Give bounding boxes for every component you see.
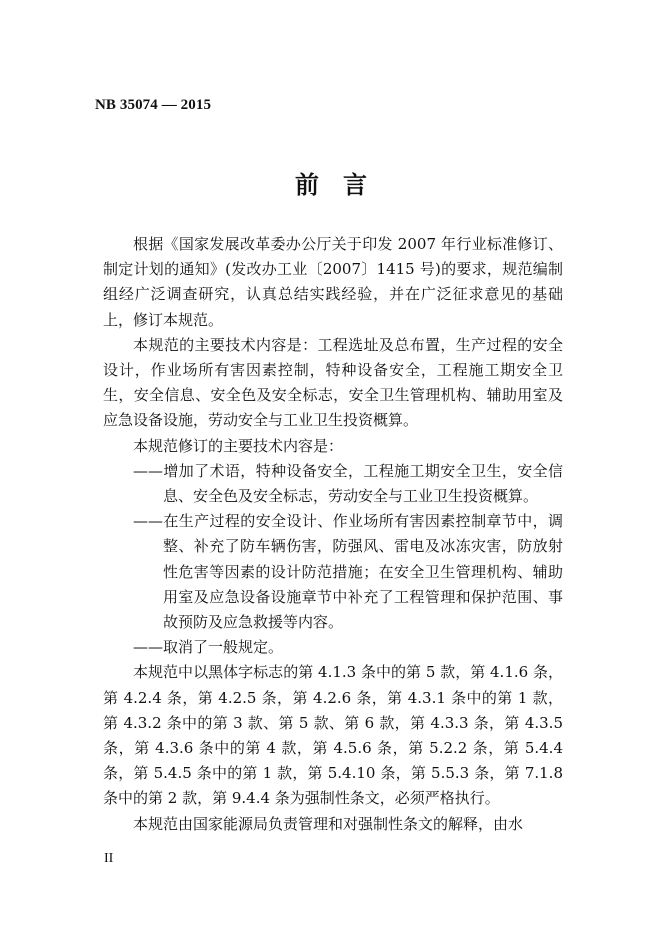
standard-code: NB 35074 — 2015 <box>95 97 212 113</box>
revision-item-added: ——增加了术语，特种设备安全，工程施工期安全卫生，安全信息、安全色及安全标志，劳动安全与工业卫生投资概算。 <box>133 461 563 506</box>
page-number: II <box>104 851 114 866</box>
paragraph-revision-intro: 本规范修订的主要技术内容是： <box>133 436 344 455</box>
revision-item-adjusted: ——在生产过程的安全设计、作业场所有害因素控制章节中，调整、补充了防车辆伤害，防强风、雷电及冰冻灾害，防放射性危害等因素的设计防范措施；在安全卫生管理机构、辅助用室及应急设备设施章节中补充了工程管理和保护范围、事故预防及应急救援等内容。 <box>133 512 563 632</box>
paragraph-management: 本规范由国家能源局负责管理和对强制性条文的解释，由水 <box>133 814 524 833</box>
paragraph-mandatory-clauses: 本规范中以黑体字标志的第 4.1.3 条中的第 5 款，第 4.1.6 条，第 4.2.4 条，第 4.2.5 条，第 4.2.6 条，第 4.3.1 条中的第 1 款，第 4.3.2 条中的第 3 款、第 5 款、第 6 款，第 4.3.3 条，第 4.3.5 条，第 4.3.6 条中的第 4 款，第 4.5.6 条，第 5.2.2 条，第 5.4.4 条，第 5.4.5 条中的第 1 款，第 5.4.10 条，第 5.5.3 条，第 7.1.8 条中的第 2 款，第 9.4.4 条为强制性条文，必须严格执行。 <box>103 663 563 808</box>
revision-item-removed: ——取消了一般规定。 <box>133 638 284 657</box>
paragraph-main-content: 本规范的主要技术内容是：工程选址及总布置，生产过程的安全设计，作业场所有害因素控制，特种设备安全，工程施工期安全卫生，安全信息、安全色及安全标志，安全卫生管理机构、辅助用室及应急设备设施，劳动安全与工业卫生投资概算。 <box>103 335 563 430</box>
preface-body <box>103 232 563 837</box>
page-title: 前言 <box>295 170 391 199</box>
paragraph-basis: 根据《国家发展改革委办公厅关于印发 2007 年行业标准修订、制定计划的通知》(发改办工业〔2007〕1415 号)的要求，规范编制组经广泛调查研究，认真总结实践经验，并在广泛征求意见的基础上，修订本规范。 <box>103 235 563 329</box>
